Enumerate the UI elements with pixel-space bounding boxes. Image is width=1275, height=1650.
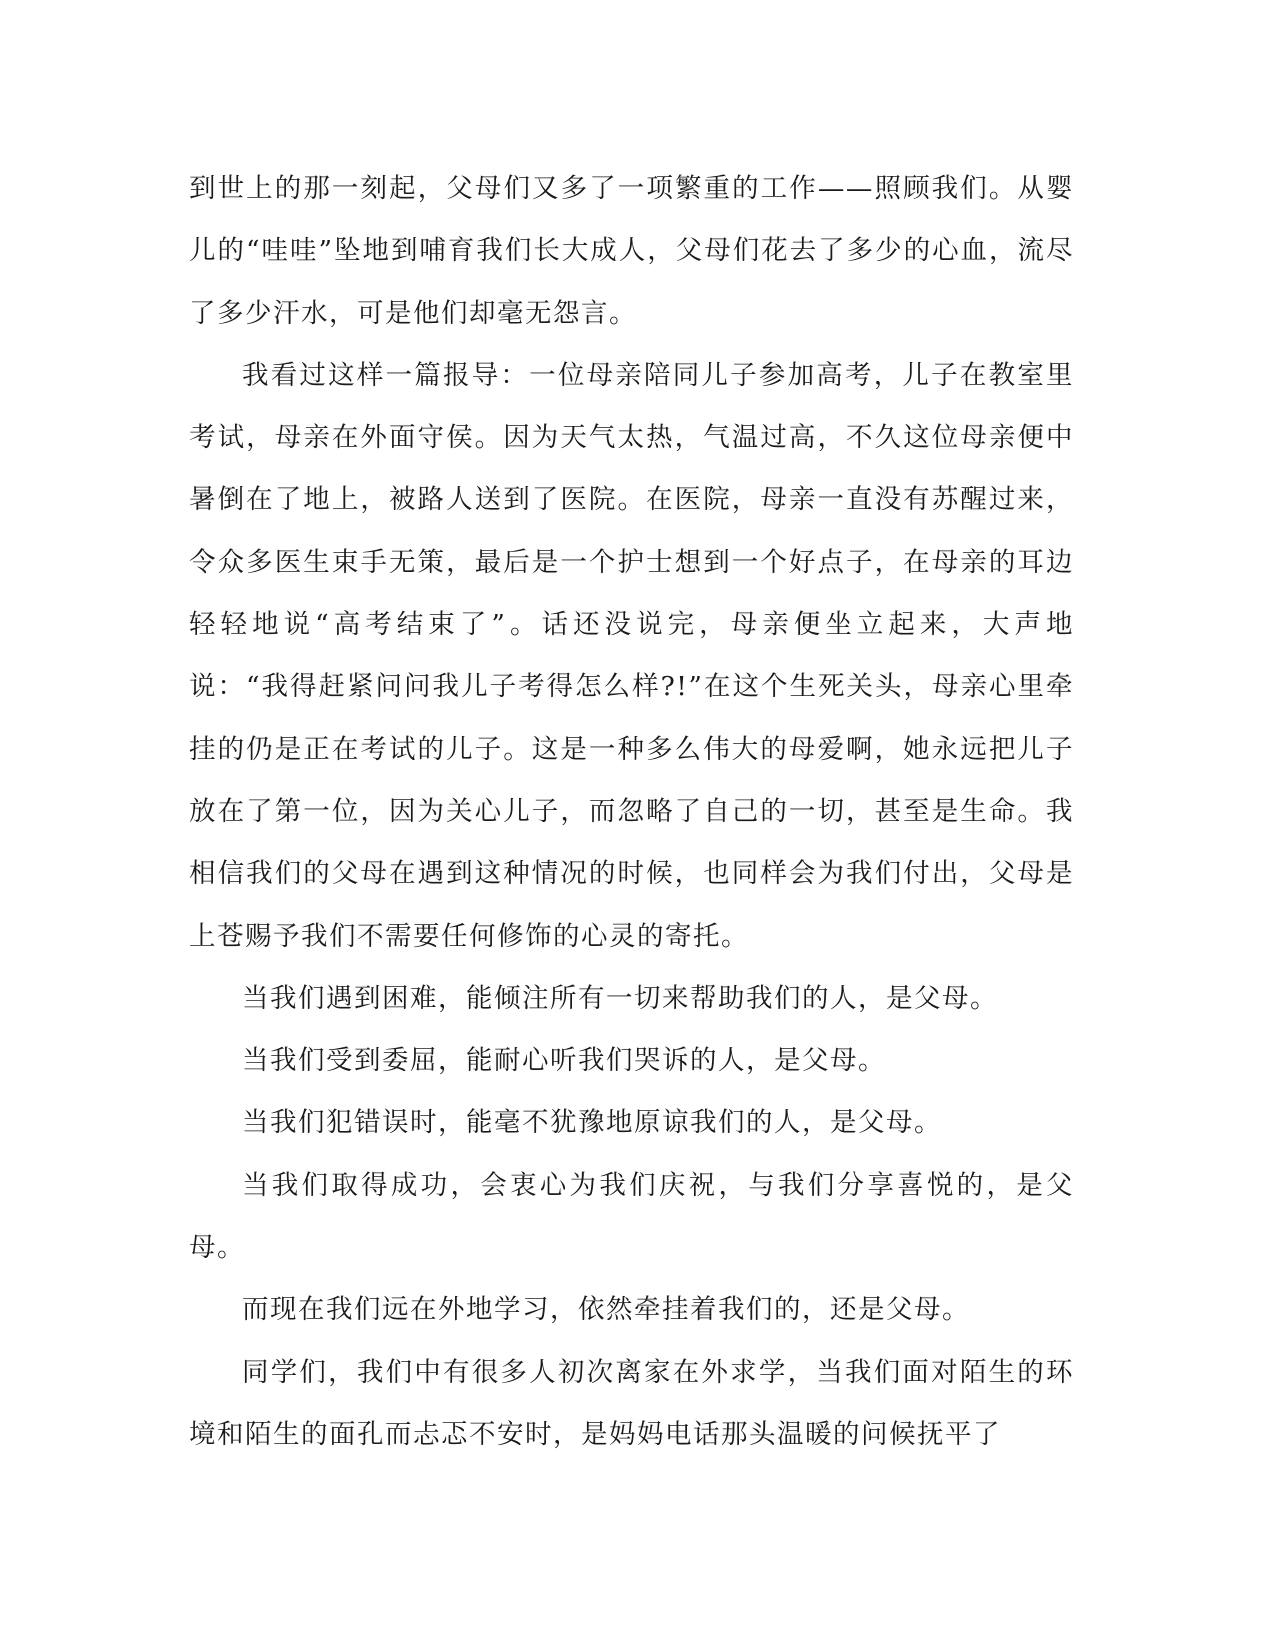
paragraph-7: 而现在我们远在外地学习，依然牵挂着我们的，还是父母。 [242, 1294, 970, 1326]
document-body [189, 158, 1074, 1466]
paragraph-1: 到世上的那一刻起，父母们又多了一项繁重的工作——照顾我们。从婴儿的“哇哇”坠地到哺育我们长大成人，父母们花去了多少的心血，流尽了多少汗水，可是他们却毫无怨言。 [189, 173, 1074, 329]
paragraph-4: 当我们受到委屈，能耐心听我们哭诉的人，是父母。 [242, 1045, 886, 1077]
paragraph-5: 当我们犯错误时，能毫不犹豫地原谅我们的人，是父母。 [242, 1107, 942, 1139]
paragraph-3: 当我们遇到困难，能倾注所有一切来帮助我们的人，是父母。 [242, 982, 998, 1014]
paragraph-2: 我看过这样一篇报导：一位母亲陪同儿子参加高考，儿子在教室里考试，母亲在外面守侯。因为天气太热，气温过高，不久这位母亲便中暑倒在了地上，被路人送到了医院。在医院，母亲一直没有苏醒过来，令众多医生束手无策，最后是一个护士想到一个好点子，在母亲的耳边轻轻地说“高考结束了”。话还没说完，母亲便坐立起来，大声地说：“我得赶紧问问我儿子考得怎么样?!”在这个生死关头，母亲心里牵挂的仍是正在考试的儿子。这是一种多么伟大的母爱啊，她永远把儿子放在了第一位，因为关心儿子，而忽略了自己的一切，甚至是生命。我相信我们的父母在遇到这种情况的时候，也同样会为我们付出，父母是上苍赐予我们不需要任何修饰的心灵的寄托。 [189, 359, 1074, 952]
paragraph-6: 当我们取得成功，会衷心为我们庆祝，与我们分享喜悦的，是父母。 [189, 1169, 1074, 1264]
paragraph-8: 同学们，我们中有很多人初次离家在外求学，当我们面对陌生的环境和陌生的面孔而忐忑不安时，是妈妈电话那头温暖的问候抚平了 [189, 1356, 1074, 1450]
